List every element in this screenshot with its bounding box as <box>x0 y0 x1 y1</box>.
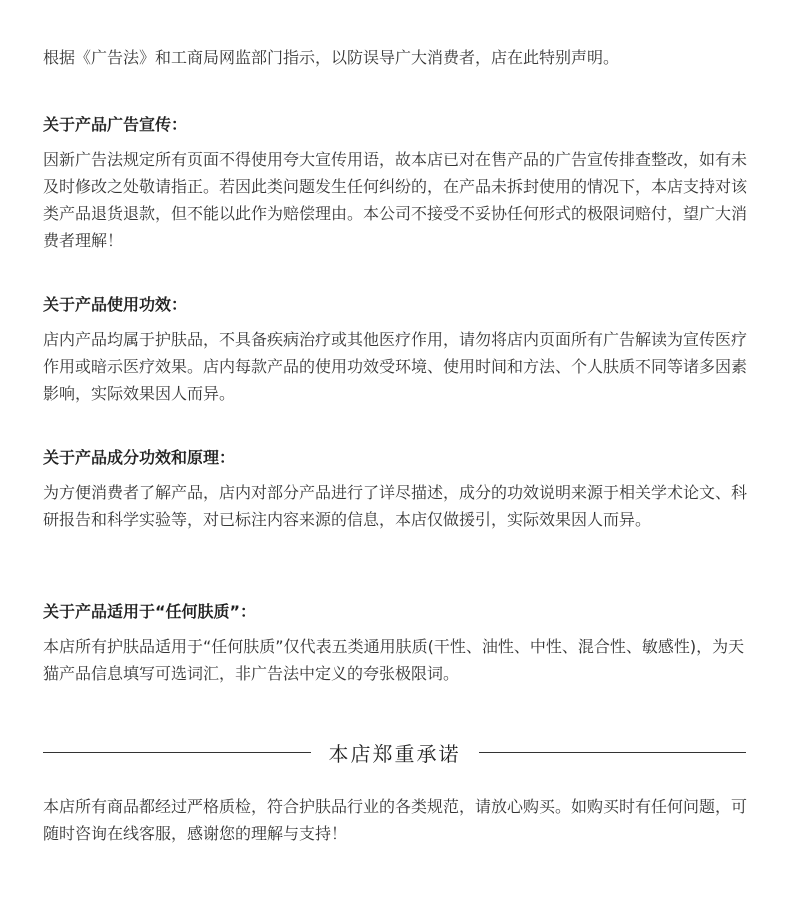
divider-left <box>43 752 311 753</box>
intro-text: 根据《广告法》和工商局网监部门指示，以防误导广大消费者，店在此特别声明。 <box>43 48 620 67</box>
section-heading: 关于产品广告宣传： <box>43 115 188 134</box>
divider-right <box>479 752 747 753</box>
section-body: 店内产品均属于护肤品，不具备疾病治疗或其他医疗作用，请勿将店内页面所有广告解读为宣传医疗作用或暗示医疗效果。店内每款产品的使用功效受环境、使用时间和方法、个人肤质不同等诸多因素影响，实际效果因人而异。 <box>43 330 748 403</box>
section-heading: 关于产品适用于“任何肤质”： <box>43 602 257 621</box>
section-ingredients <box>43 444 753 533</box>
pledge-body: 本店所有商品都经过严格质检，符合护肤品行业的各类规范，请放心购买。如购买时有任何问题，可随时咨询在线客服，感谢您的理解与支持！ <box>43 797 748 843</box>
section-body: 因新广告法规定所有页面不得使用夸大宣传用语，故本店已对在售产品的广告宣传排查整改，如有未及时修改之处敬请指正。若因此类问题发生任何纠纷的，在产品未拆封使用的情况下，本店支持对该类产品退货退款，但不能以此作为赔偿理由。本公司不接受不妥协任何形式的极限词赔付，望广大消费者理解！ <box>43 150 748 250</box>
pledge-title: 本店郑重承诺 <box>328 741 461 766</box>
section-skin-type <box>43 598 753 687</box>
section-body: 本店所有护肤品适用于“任何肤质”仅代表五类通用肤质(干性、油性、中性、混合性、敏感性)，为天猫产品信息填写可选词汇，非广告法中定义的夸张极限词。 <box>43 637 745 683</box>
section-efficacy <box>43 291 753 407</box>
section-body: 为方便消费者了解产品，店内对部分产品进行了详尽描述，成分的功效说明来源于相关学术论文、科研报告和科学实验等，对已标注内容来源的信息，本店仅做援引，实际效果因人而异。 <box>43 483 748 529</box>
pledge-header <box>43 735 746 769</box>
section-heading: 关于产品使用功效： <box>43 295 188 314</box>
section-heading: 关于产品成分功效和原理： <box>43 448 236 467</box>
section-advertising <box>43 111 753 254</box>
